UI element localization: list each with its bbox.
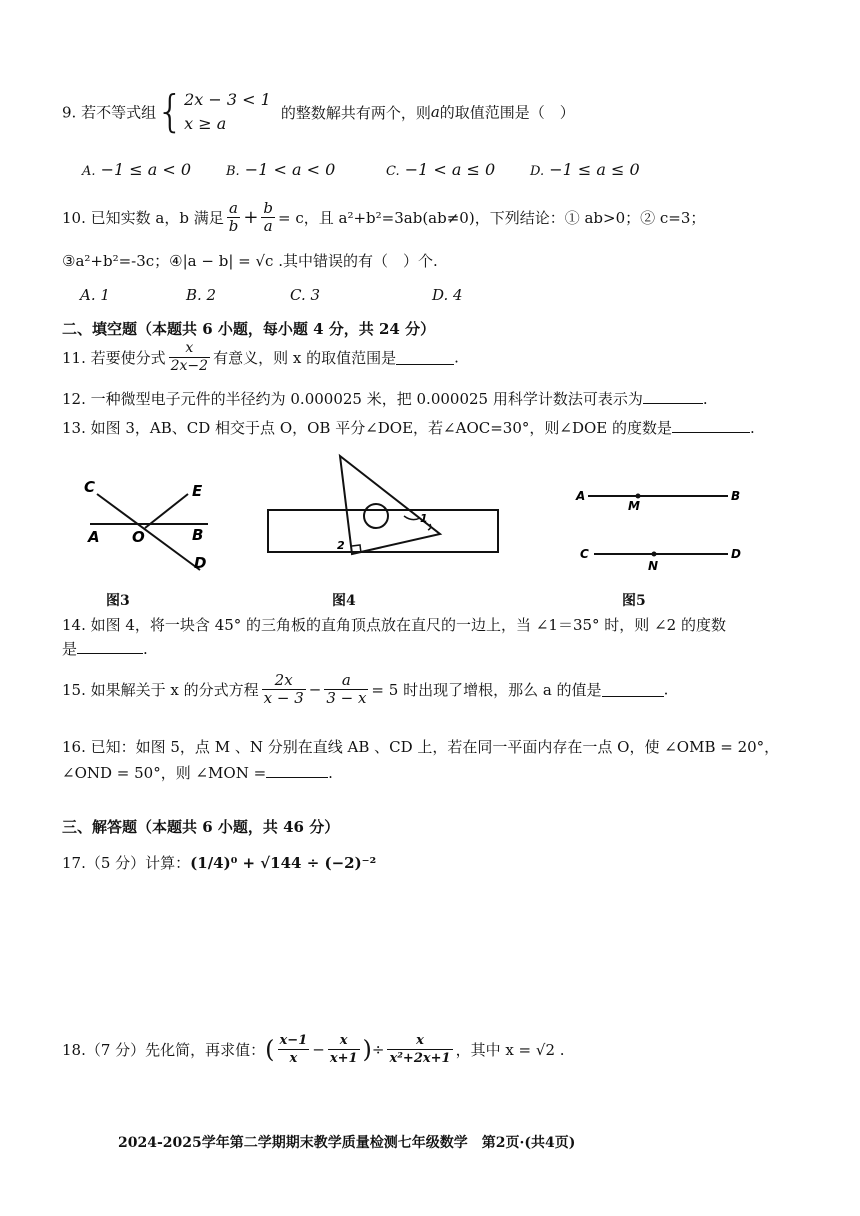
q18-minus: − bbox=[312, 1040, 325, 1059]
q15-minus: − bbox=[308, 680, 322, 699]
q10-option-b: B. 2 bbox=[186, 286, 217, 304]
q9-option-b bbox=[226, 160, 335, 179]
q12-end: . bbox=[702, 390, 708, 408]
q10-prefix: 10. 已知实数 a，b 满足 bbox=[62, 209, 224, 227]
q9-var: a bbox=[430, 103, 440, 121]
q15-fraction-2 bbox=[324, 672, 368, 707]
q9-suffix: 的整数解共有两个，则 bbox=[280, 103, 431, 122]
question-12 bbox=[62, 388, 708, 409]
q16-end: . bbox=[328, 764, 333, 782]
q9-system-row2: x ≥ a bbox=[184, 114, 227, 133]
question-15 bbox=[62, 672, 668, 707]
q9-option-c bbox=[386, 160, 495, 179]
fig5-label-b: B bbox=[731, 489, 741, 503]
q17-expression: (1/4)⁰ + √144 ÷ (−2)⁻² bbox=[190, 854, 377, 872]
q10-option-a: A. 1 bbox=[80, 286, 110, 304]
fraction-denominator: x+1 bbox=[329, 1051, 358, 1066]
fig5-label-n: N bbox=[648, 559, 659, 573]
fraction-numerator: 2x bbox=[262, 672, 306, 690]
q9-brace: { bbox=[156, 86, 185, 137]
q18-close-paren: ) bbox=[362, 1035, 372, 1064]
question-10 bbox=[62, 200, 705, 235]
fraction-denominator: a bbox=[263, 217, 273, 235]
question-16: 16. 已知：如图 5，点 M 、N 分别在直线 AB 、CD 上，若在同一平面内存在一点 O，使 ∠OMB = 20°， bbox=[62, 738, 780, 756]
fraction-denominator: x²+2x+1 bbox=[389, 1051, 451, 1066]
q11-prefix: 11. 若要使分式 bbox=[62, 349, 166, 367]
q18-divide: ÷ bbox=[371, 1040, 385, 1059]
question-14: 14. 如图 4，将一块含 45° 的三角板的直角顶点放在直尺的一边上，当 ∠1＝35° 时，则 ∠2 的度数 bbox=[62, 616, 726, 634]
figure-3-caption: 图3 bbox=[106, 593, 130, 609]
q15-fraction-1 bbox=[262, 672, 306, 707]
fig5-label-m: M bbox=[628, 499, 640, 513]
figure-4-diagram bbox=[268, 456, 498, 554]
fig5-label-d: D bbox=[731, 547, 741, 561]
q11-suffix: 有意义，则 x 的取值范围是 bbox=[213, 349, 397, 367]
option-label: D. bbox=[530, 164, 545, 179]
option-label: A. bbox=[82, 164, 96, 179]
q9-suffix2: 的取值范围是（ ） bbox=[439, 103, 575, 122]
q14-line2 bbox=[62, 638, 148, 659]
q9-option-d bbox=[530, 160, 640, 179]
q16-line2 bbox=[62, 762, 333, 783]
q12-answer-blank bbox=[643, 389, 703, 404]
figure-3-diagram bbox=[90, 494, 208, 570]
fig4-angle-1: 1 bbox=[420, 512, 428, 525]
question-13 bbox=[62, 417, 755, 438]
fig5-label-a: A bbox=[576, 489, 586, 503]
q15-condition: = 5 时出现了增根，那么 a 的值是 bbox=[371, 681, 602, 699]
fig3-label-o: O bbox=[132, 528, 145, 546]
set-square bbox=[340, 456, 440, 554]
fig3-label-c: C bbox=[84, 478, 96, 496]
q18-fraction-1 bbox=[278, 1032, 310, 1067]
q16-answer-blank bbox=[266, 763, 328, 778]
figure-5-caption: 图5 bbox=[622, 593, 646, 609]
fraction-numerator: b bbox=[263, 199, 274, 217]
q18-fraction-3 bbox=[387, 1032, 452, 1067]
q10-fraction-2 bbox=[261, 200, 275, 235]
fraction-numerator: x bbox=[328, 1032, 360, 1050]
q13-text: 13. 如图 3，AB、CD 相交于点 O，OB 平分∠DOE，若∠AOC=30°，则∠DOE 的度数是 bbox=[62, 419, 672, 437]
fraction-numerator: a bbox=[324, 672, 368, 690]
fig3-label-b: B bbox=[192, 526, 204, 544]
fig5-label-c: C bbox=[580, 547, 589, 561]
fraction-numerator: x bbox=[169, 340, 210, 358]
option-text: −1 ≤ a ≤ 0 bbox=[549, 160, 640, 179]
section-3-heading: 三、解答题（本题共 6 小题，共 46 分） bbox=[62, 818, 340, 836]
q17-prefix: 17.（5 分）计算： bbox=[62, 854, 191, 872]
q9-system-row1: 2x − 3 < 1 bbox=[184, 90, 271, 109]
figure-5-diagram bbox=[588, 496, 728, 554]
q11-answer-blank bbox=[396, 350, 454, 365]
ray-oe bbox=[145, 494, 188, 528]
section-2-heading: 二、填空题（本题共 6 小题，每小题 4 分，共 24 分） bbox=[62, 320, 436, 338]
point-m bbox=[636, 494, 641, 499]
question-9 bbox=[62, 88, 575, 138]
q15-prefix: 15. 如果解关于 x 的分式方程 bbox=[62, 681, 259, 699]
option-label: B. bbox=[226, 164, 240, 179]
q13-end: . bbox=[750, 419, 755, 437]
q14-answer-blank bbox=[77, 639, 143, 654]
q9-prefix: 9. 若不等式组 bbox=[62, 103, 157, 122]
q10-option-c: C. 3 bbox=[290, 286, 321, 304]
q15-answer-blank bbox=[602, 682, 664, 697]
q18-open-paren: ( bbox=[265, 1035, 275, 1064]
q10-condition: = c，且 a²+b²=3ab(ab≠0)，下列结论：① ab>0；② c=3； bbox=[278, 209, 706, 227]
question-11 bbox=[62, 340, 459, 375]
q18-fraction-2 bbox=[328, 1032, 360, 1067]
option-label: C. bbox=[386, 164, 400, 179]
q12-text: 12. 一种微型电子元件的半径约为 0.000025 米，把 0.000025 用科学计数法可表示为 bbox=[62, 390, 643, 408]
ruler bbox=[268, 510, 498, 552]
q18-prefix: 18.（7 分）先化简，再求值： bbox=[62, 1041, 266, 1059]
fig3-label-a: A bbox=[88, 528, 100, 546]
q14-prefix: 是 bbox=[62, 640, 78, 658]
line-cd bbox=[97, 494, 200, 570]
point-n bbox=[652, 552, 657, 557]
q10-fraction-1 bbox=[227, 200, 241, 235]
fraction-denominator: x − 3 bbox=[263, 689, 304, 707]
fraction-denominator: 2x−2 bbox=[170, 358, 209, 374]
fraction-numerator: x−1 bbox=[279, 1033, 308, 1048]
option-text: −1 < a ≤ 0 bbox=[404, 160, 496, 179]
q10-plus: + bbox=[243, 207, 259, 228]
fraction-denominator: b bbox=[228, 217, 239, 235]
q11-fraction bbox=[169, 340, 210, 375]
question-17 bbox=[62, 852, 376, 873]
question-18 bbox=[62, 1032, 565, 1067]
q16-prefix: ∠OND = 50°，则 ∠MON = bbox=[62, 764, 267, 782]
figure-4-caption: 图4 bbox=[332, 593, 356, 609]
fraction-denominator: x bbox=[289, 1051, 298, 1066]
option-text: −1 ≤ a < 0 bbox=[100, 160, 192, 179]
set-square-hole bbox=[364, 504, 388, 528]
fig3-label-e: E bbox=[192, 482, 203, 500]
q9-system bbox=[184, 88, 271, 136]
q9-option-a bbox=[82, 160, 191, 179]
q10-option-d: D. 4 bbox=[432, 286, 463, 304]
q15-end: . bbox=[663, 680, 669, 699]
page-footer: 2024-2025学年第二学期期末教学质量检测七年级数学 第2页·(共4页) bbox=[118, 1135, 576, 1151]
fraction-numerator: a bbox=[227, 200, 241, 218]
option-text: −1 < a < 0 bbox=[244, 160, 336, 179]
fraction-denominator: 3 − x bbox=[326, 689, 367, 707]
q11-end: . bbox=[454, 348, 459, 367]
q14-end: . bbox=[143, 640, 148, 658]
fraction-numerator: x bbox=[387, 1032, 452, 1050]
q10-line2: ③a²+b²=-3c；④|a − b| = √c .其中错误的有（ ）个. bbox=[62, 252, 438, 270]
fig3-label-d: D bbox=[194, 554, 207, 572]
q18-suffix: ，其中 x = √2 . bbox=[455, 1041, 565, 1059]
fig4-angle-2: 2 bbox=[337, 539, 345, 552]
q13-answer-blank bbox=[672, 418, 750, 433]
